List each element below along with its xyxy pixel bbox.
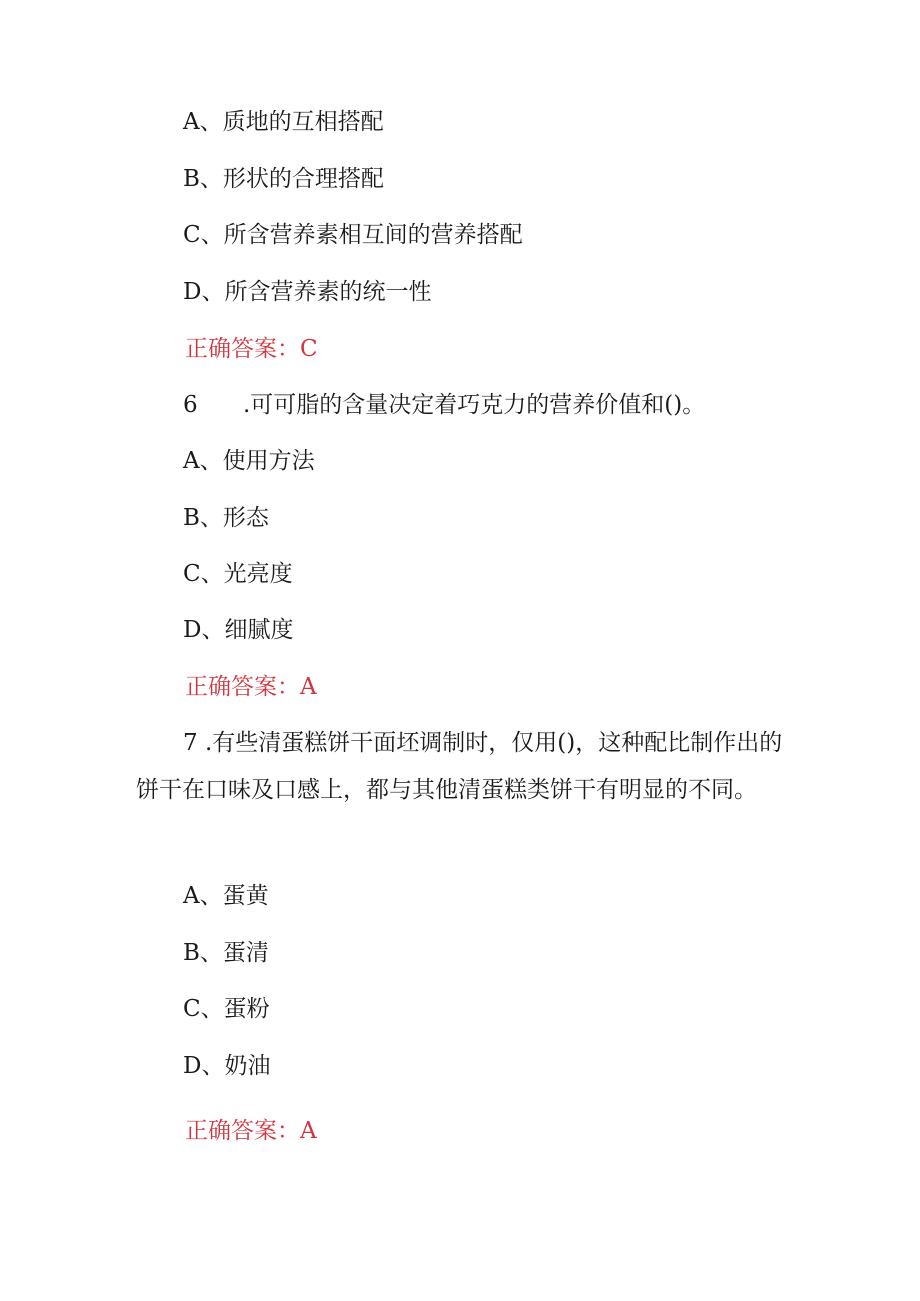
q6-option-b: B、形态 <box>183 505 269 531</box>
q6-option-d: D、细腻度 <box>183 617 294 643</box>
q6-option-a: A、使用方法 <box>183 448 315 474</box>
q6-answer: 正确答案：A <box>185 674 317 700</box>
q7-option-c: C、蛋粉 <box>183 996 270 1022</box>
q7-option-d: D、奶油 <box>183 1053 271 1079</box>
q7-option-b: B、蛋清 <box>183 940 269 966</box>
q7-question-text: 7 .有些清蛋糕饼干面坯调制时，仅用()，这种配比制作出的饼干在口味及口感上，都与其他清蛋糕类饼干有明显的不同。 <box>136 730 783 803</box>
q7-answer: 正确答案：A <box>185 1118 317 1144</box>
q6-option-c: C、光亮度 <box>183 561 293 587</box>
q5-option-c: C、所含营养素相互间的营养搭配 <box>183 222 523 248</box>
q5-option-b: B、形状的合理搭配 <box>183 166 384 192</box>
q6-number: 6 <box>183 392 198 418</box>
q5-answer: 正确答案：C <box>185 336 318 362</box>
q6-question-text: .可可脂的含量决定着巧克力的营养价值和()。 <box>243 392 706 418</box>
q5-option-d: D、所含营养素的统一性 <box>183 279 432 305</box>
q5-option-a: A、质地的互相搭配 <box>183 109 384 135</box>
q7-option-a: A、蛋黄 <box>183 883 269 909</box>
